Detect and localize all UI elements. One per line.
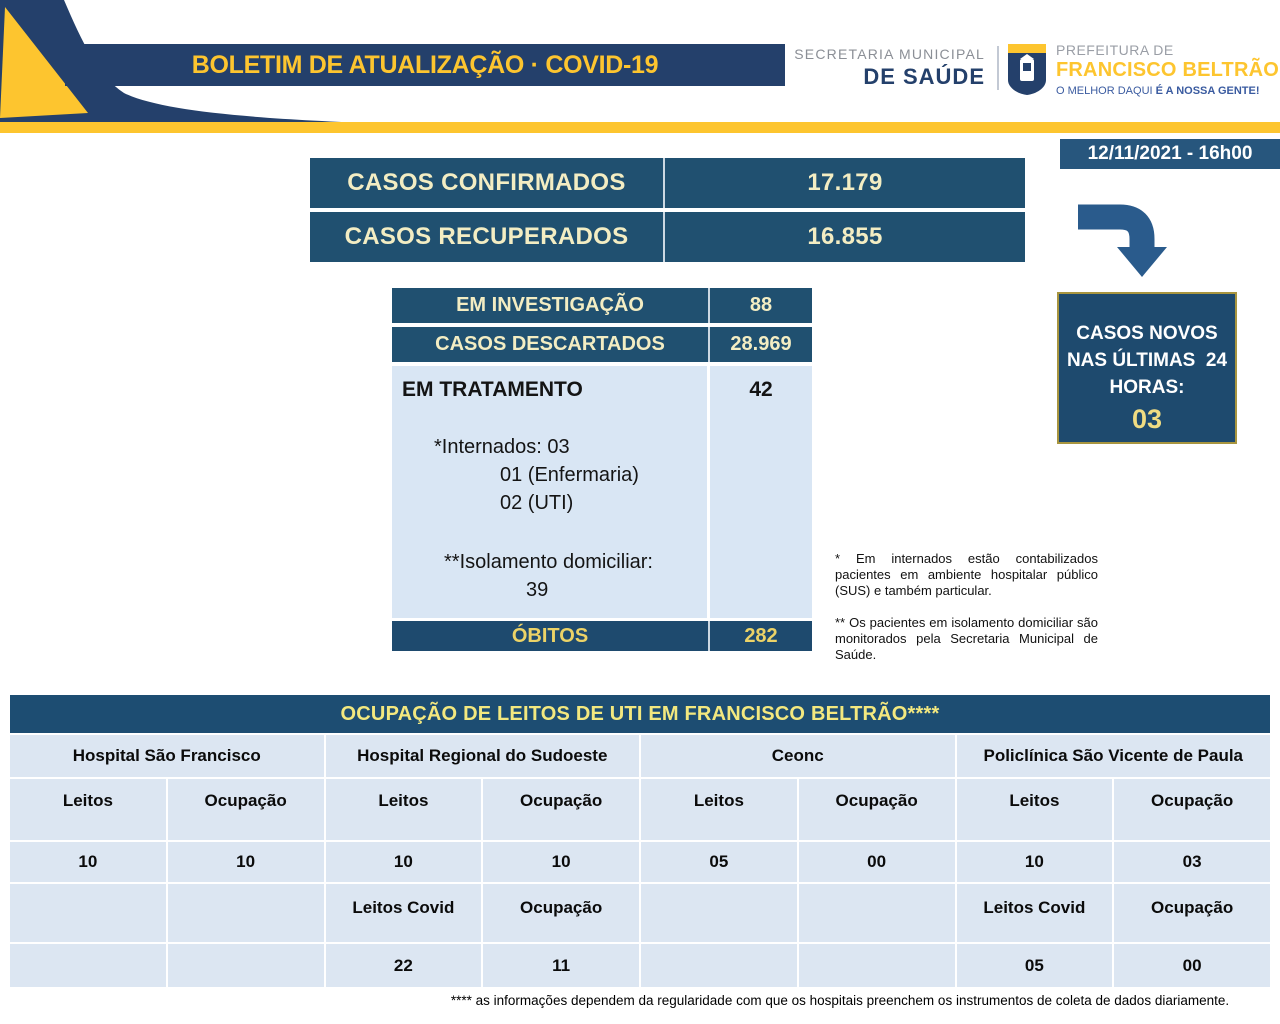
icu-occupancy-body xyxy=(10,735,1270,987)
investigation-label: EM INVESTIGAÇÃO xyxy=(456,294,644,316)
slogan-regular: O MELHOR DAQUI xyxy=(1056,85,1156,97)
hospitalized-line: *Internados: 03 xyxy=(434,436,570,458)
bulletin-title: BOLETIM DE ATUALIZAÇÃO · COVID-19 xyxy=(191,50,659,79)
deaths-row xyxy=(392,621,812,651)
yellow-stripe-divider xyxy=(0,122,1280,133)
table-value-cell: 05 xyxy=(641,842,797,882)
slogan-bold: É A NOSSA GENTE! xyxy=(1155,85,1260,97)
home-isolation-line: **Isolamento domiciliar: xyxy=(444,551,653,573)
recovered-cases-value: 16.855 xyxy=(807,223,883,250)
confirmed-cases-row xyxy=(310,158,1025,208)
new-cases-value: 03 xyxy=(1131,404,1163,434)
column-header-cell: Leitos xyxy=(10,779,166,840)
footnote-isolation: ** Os pacientes em isolamento domiciliar são monitorados pela Secretaria Municipal de Saúde. xyxy=(835,615,1098,662)
covid-value-cell xyxy=(799,944,955,987)
covid-column-header-cell xyxy=(168,884,324,942)
column-header-cell: Leitos xyxy=(957,779,1113,840)
table-value-cell: 03 xyxy=(1114,842,1270,882)
icu-occupancy-title: OCUPAÇÃO DE LEITOS DE UTI EM FRANCISCO BELTRÃO**** xyxy=(340,702,940,725)
covid-value-cell: 11 xyxy=(483,944,639,987)
prefeitura-line2: FRANCISCO BELTRÃO xyxy=(1056,59,1280,81)
new-cases-line1: CASOS NOVOS xyxy=(1076,323,1218,344)
table-value-cell: 10 xyxy=(957,842,1113,882)
covid-value-cell xyxy=(641,944,797,987)
covid-column-header-cell: Ocupação xyxy=(483,884,639,942)
confirmed-cases-label-cell xyxy=(310,158,665,208)
investigation-label-cell xyxy=(392,288,710,323)
covid-column-header-cell xyxy=(641,884,797,942)
discarded-label: CASOS DESCARTADOS xyxy=(435,333,665,355)
investigation-value-cell xyxy=(710,288,812,323)
bulletin-title-bar xyxy=(65,44,785,86)
in-treatment-value-cell xyxy=(710,366,812,618)
deaths-label-cell xyxy=(392,621,710,651)
confirmed-cases-label: CASOS CONFIRMADOS xyxy=(347,169,626,196)
secondary-stats-table xyxy=(392,288,812,651)
table-value-cell: 10 xyxy=(168,842,324,882)
discarded-label-cell xyxy=(392,327,710,362)
investigation-row xyxy=(392,288,812,323)
hospital-name-cell: Hospital São Francisco xyxy=(10,735,324,777)
recovered-cases-label: CASOS RECUPERADOS xyxy=(344,223,629,250)
secretaria-line2: DE SAÚDE xyxy=(863,64,985,89)
recovered-cases-value-cell xyxy=(665,212,1025,262)
table-value-cell: 10 xyxy=(10,842,166,882)
discarded-row xyxy=(392,327,812,362)
discarded-value-cell xyxy=(710,327,812,362)
prefeitura-slogan xyxy=(1056,85,1280,97)
column-header-cell: Ocupação xyxy=(168,779,324,840)
new-cases-box xyxy=(1057,292,1237,444)
covid-column-header-cell: Leitos Covid xyxy=(957,884,1113,942)
deaths-value: 282 xyxy=(744,624,778,647)
covid-column-header-cell xyxy=(10,884,166,942)
covid-value-cell xyxy=(10,944,166,987)
hospital-name-cell: Policlínica São Vicente de Paula xyxy=(957,735,1271,777)
footnotes-block xyxy=(835,551,1098,679)
column-header-cell: Ocupação xyxy=(483,779,639,840)
table-value-cell: 10 xyxy=(326,842,482,882)
deaths-label: ÓBITOS xyxy=(511,624,589,647)
discarded-value: 28.969 xyxy=(730,333,792,355)
in-treatment-label: EM TRATAMENTO xyxy=(402,378,583,401)
secretaria-line1: SECRETARIA MUNICIPAL xyxy=(794,46,985,62)
city-crest-icon xyxy=(1006,42,1048,96)
recovered-cases-label-cell xyxy=(310,212,665,262)
in-treatment-block xyxy=(392,366,812,618)
investigation-value: 88 xyxy=(749,294,773,316)
prefeitura-line1: PREFEITURA DE xyxy=(1056,42,1174,58)
confirmed-cases-value-cell xyxy=(665,158,1025,208)
new-cases-line3: HORAS: xyxy=(1109,377,1185,398)
covid-value-cell: 00 xyxy=(1114,944,1270,987)
infirmary-line: 01 (Enfermaria) xyxy=(500,464,639,486)
covid-value-cell: 22 xyxy=(326,944,482,987)
covid-column-header-cell: Ocupação xyxy=(1114,884,1270,942)
icu-occupancy-table xyxy=(10,695,1270,987)
footnote-hospitalized: * Em internados estão contabilizados pacientes em ambiente hospitalar público (SUS) e também particular. xyxy=(835,551,1098,598)
in-treatment-value: 42 xyxy=(749,378,773,401)
confirmed-cases-value: 17.179 xyxy=(807,169,883,196)
prefeitura-logo-block xyxy=(1056,42,1280,97)
logo-divider xyxy=(997,46,999,90)
covid-column-header-cell xyxy=(799,884,955,942)
column-header-cell: Ocupação xyxy=(799,779,955,840)
column-header-cell: Leitos xyxy=(641,779,797,840)
covid-value-cell: 05 xyxy=(957,944,1113,987)
datetime-badge: 12/11/2021 - 16h00 xyxy=(1060,139,1280,169)
column-header-cell: Leitos xyxy=(326,779,482,840)
new-cases-line2: NAS ÚLTIMAS 24 xyxy=(1066,350,1228,371)
icu-line: 02 (UTI) xyxy=(500,492,574,514)
covid-value-cell xyxy=(168,944,324,987)
secretaria-logo-block xyxy=(790,46,985,90)
covid-column-header-cell: Leitos Covid xyxy=(326,884,482,942)
icu-occupancy-header xyxy=(10,695,1270,733)
in-treatment-detail-cell xyxy=(392,366,710,618)
elbow-arrow-icon xyxy=(1072,203,1182,285)
recovered-cases-row xyxy=(310,212,1025,262)
table-value-cell: 10 xyxy=(483,842,639,882)
hospital-name-cell: Ceonc xyxy=(641,735,955,777)
hospital-name-cell: Hospital Regional do Sudoeste xyxy=(326,735,640,777)
main-stats-table xyxy=(310,158,1025,266)
home-isolation-value: 39 xyxy=(526,579,549,601)
data-regularity-footnote: **** as informações dependem da regularidade com que os hospitais preenchem os instrumentos de coleta de dados diariamente. xyxy=(450,993,1230,1008)
column-header-cell: Ocupação xyxy=(1114,779,1270,840)
table-value-cell: 00 xyxy=(799,842,955,882)
deaths-value-cell xyxy=(710,621,812,651)
